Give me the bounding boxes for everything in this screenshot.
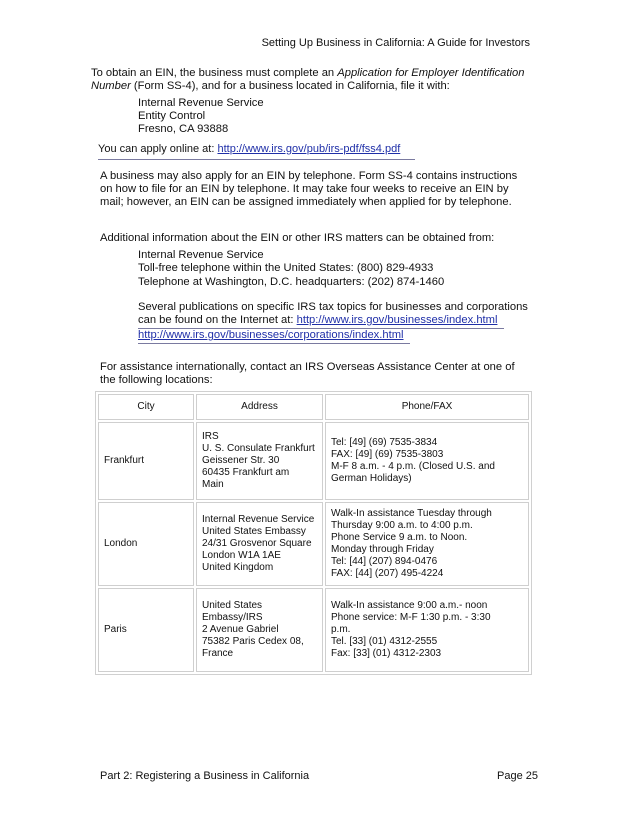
cell-line: United States Embassy xyxy=(202,526,306,537)
cell-line: United Kingdom xyxy=(202,562,274,573)
address-line: Internal Revenue Service xyxy=(138,97,264,109)
publications-line-2 xyxy=(138,314,504,329)
running-header: Setting Up Business in California: A Guide for Investors xyxy=(261,37,530,49)
cell-line: London W1A 1AE xyxy=(202,550,281,561)
phone-cell xyxy=(325,422,529,500)
table-row xyxy=(98,588,529,672)
table-header-row xyxy=(98,394,529,420)
cell-line: p.m. xyxy=(331,624,351,635)
cell-line: Tel: [49] (69) 7535-3834 xyxy=(331,437,438,448)
publications-text-2: can be found on the Internet at: xyxy=(138,314,297,327)
phone-cell xyxy=(325,588,529,672)
cell-line: 2 Avenue Gabriel xyxy=(202,624,279,635)
ein-intro-paragraph xyxy=(91,67,551,93)
cell-line: M-F 8 a.m. - 4 p.m. (Closed U.S. and xyxy=(331,461,495,472)
table-row xyxy=(98,422,529,500)
table-row xyxy=(98,502,529,586)
publications-block xyxy=(138,301,528,345)
cell-line: Tel: [44] (207) 894-0476 xyxy=(331,556,438,567)
city-cell: Frankfurt xyxy=(98,422,194,500)
contact-line: Telephone at Washington, D.C. headquarters: (202) 874-1460 xyxy=(138,275,445,288)
cell-line: 24/31 Grosvenor Square xyxy=(202,538,312,549)
contact-line: Internal Revenue Service xyxy=(138,249,264,262)
address-line: Fresno, CA 93888 xyxy=(138,123,229,136)
contact-line: Toll-free telephone within the United States: (800) 829-4933 xyxy=(138,262,434,275)
international-paragraph: For assistance internationally, contact an IRS Overseas Assistance Center at one of the following locations: xyxy=(100,361,515,387)
cell-line: FAX: [49] (69) 7535-3803 xyxy=(331,449,444,460)
irs-contact-block xyxy=(138,249,528,289)
header-phone: Phone/FAX xyxy=(325,394,529,420)
address-cell xyxy=(196,502,323,586)
cell-line: Embassy/IRS xyxy=(202,612,263,623)
intro-text-c: (Form SS-4), and for a business located in California, file it with: xyxy=(130,80,450,93)
apply-online-line xyxy=(98,143,415,160)
phone-cell xyxy=(325,502,529,586)
intro-text-a: To obtain an EIN, the business must complete an xyxy=(91,67,338,79)
cell-line: Internal Revenue Service xyxy=(202,514,315,525)
overseas-centers-table xyxy=(95,391,532,675)
cell-line: Monday through Friday xyxy=(331,544,434,555)
publications-line-3 xyxy=(138,329,410,344)
cell-line: Phone Service 9 a.m. to Noon. xyxy=(331,532,468,543)
ss4-pdf-link[interactable]: http://www.irs.gov/pub/irs-pdf/fss4.pdf xyxy=(217,143,401,155)
cell-line: Main xyxy=(202,479,224,490)
address-cell xyxy=(196,422,323,500)
cell-line: FAX: [44] (207) 495-4224 xyxy=(331,568,444,579)
footer-page-number: Page 25 xyxy=(497,770,538,782)
city-cell: London xyxy=(98,502,194,586)
address-line: Entity Control xyxy=(138,110,206,123)
filing-address xyxy=(138,97,264,137)
cell-line: IRS xyxy=(202,431,219,442)
cell-line: United States xyxy=(202,600,263,611)
cell-line: 75382 Paris Cedex 08, xyxy=(202,636,304,647)
cell-line: Tel. [33] (01) 4312-2555 xyxy=(331,636,438,647)
footer-section-title: Part 2: Registering a Business in California xyxy=(100,770,310,782)
cell-line: Phone service: M-F 1:30 p.m. - 3:30 xyxy=(331,612,491,623)
cell-line: Geissener Str. 30 xyxy=(202,455,280,466)
cell-line: 60435 Frankfurt am xyxy=(202,467,290,478)
header-address: Address xyxy=(196,394,323,420)
businesses-index-link[interactable]: http://www.irs.gov/businesses/index.html xyxy=(296,314,498,327)
additional-lead: Additional information about the EIN or other IRS matters can be obtained from: xyxy=(100,232,495,244)
form-title: Application for Employer Identification Number xyxy=(91,67,525,93)
address-cell xyxy=(196,588,323,672)
telephone-paragraph: A business may also apply for an EIN by telephone. Form SS-4 contains instructions on how to file for an EIN by telephone. It may take four weeks to receive an EIN by mail; however, an EIN can be assigned immediately when applied for by telephone. xyxy=(100,170,518,209)
cell-line: Walk-In assistance Tuesday through xyxy=(331,508,492,519)
publications-text: Several publications on specific IRS tax topics for businesses and corporations xyxy=(138,300,528,313)
additional-info xyxy=(100,232,528,344)
cell-line: Thursday 9:00 a.m. to 4:00 p.m. xyxy=(331,520,473,531)
header-city: City xyxy=(98,394,194,420)
cell-line: France xyxy=(202,648,234,659)
corporations-index-link[interactable]: http://www.irs.gov/businesses/corporations/index.html xyxy=(138,329,404,342)
cell-line: Walk-In assistance 9:00 a.m.- noon xyxy=(331,600,488,611)
apply-online-text: You can apply online at: xyxy=(98,143,218,155)
cell-line: U. S. Consulate Frankfurt xyxy=(202,443,315,454)
city-cell: Paris xyxy=(98,588,194,672)
cell-line: German Holidays) xyxy=(331,473,412,484)
cell-line: Fax: [33] (01) 4312-2303 xyxy=(331,648,442,659)
